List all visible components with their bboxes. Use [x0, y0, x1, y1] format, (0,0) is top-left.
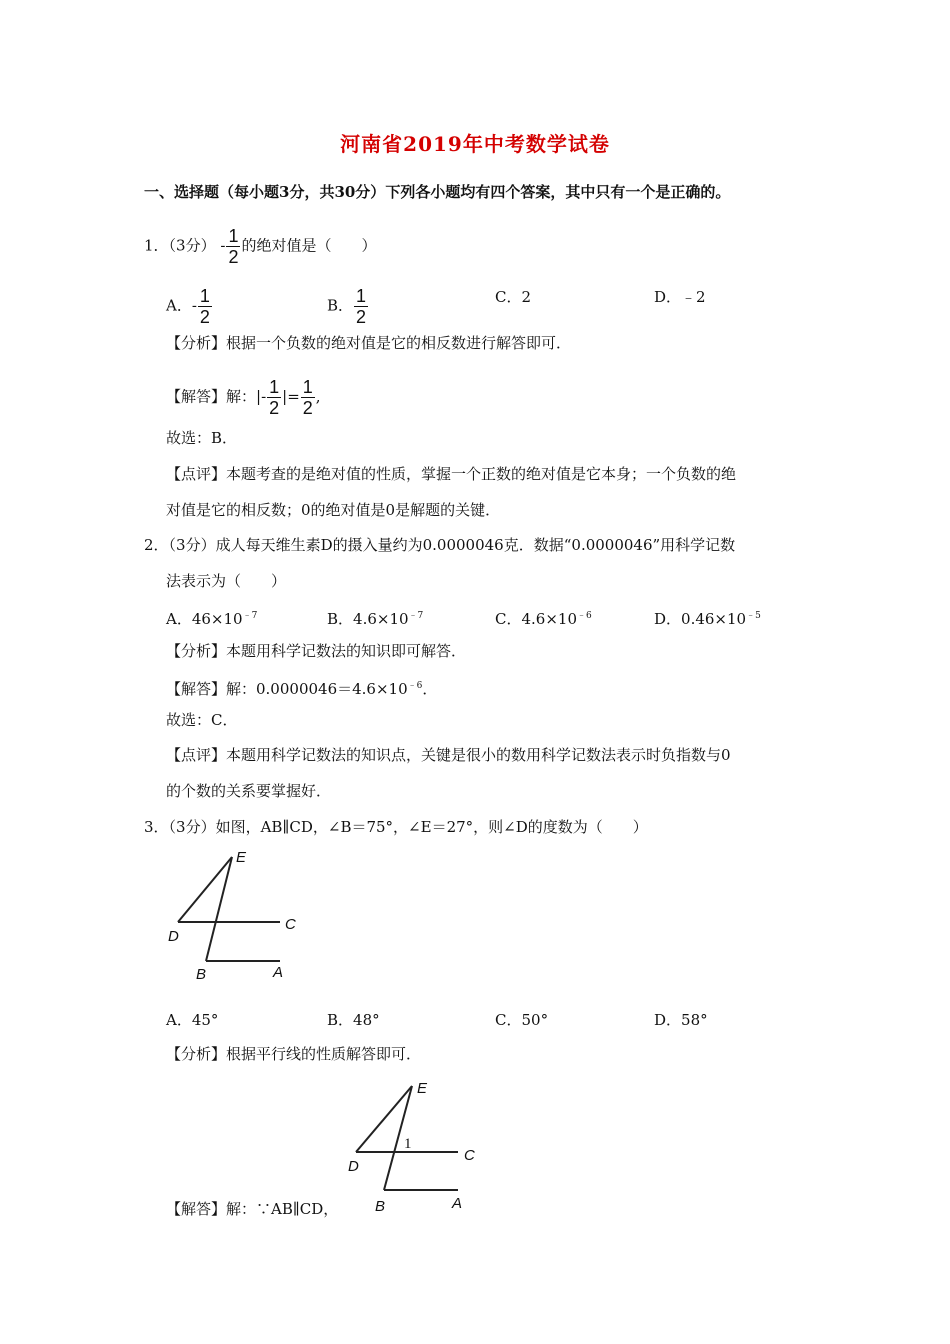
q2-option-c-base: C．4.6×10	[495, 610, 577, 628]
q1-fraction	[226, 227, 240, 266]
q1-choice: 故选：B．	[166, 429, 238, 447]
q3-answer: 【解答】解：∵AB∥CD，	[166, 1200, 339, 1218]
q1-answer-fraction-2	[301, 378, 315, 417]
label-B: B	[375, 1198, 386, 1215]
q1-option-a-fraction	[198, 287, 212, 326]
label-D: D	[348, 1158, 359, 1175]
label-A: A	[452, 1195, 463, 1212]
q2-choice: 故选：C．	[166, 711, 238, 729]
q1-option-a-label: A．-	[166, 296, 197, 315]
q1-option-b-fraction	[354, 287, 368, 326]
q3-figure-1	[160, 845, 320, 985]
q2-stem-line-1: 2．（3分）成人每天维生素D的摄入量约为0.0000046克．数据“0.0000046”用科学记数	[144, 536, 736, 554]
q2-option-a-base: A．46×10	[166, 610, 243, 628]
q1-answer-num-2: 1	[302, 377, 313, 397]
q2-option-a-exp: ﹣7	[242, 611, 258, 621]
label-E: E	[236, 849, 247, 866]
q2-comment-line-2: 的个数的关系要掌握好．	[166, 782, 332, 800]
q1-frac-num: 1	[228, 226, 239, 246]
q1-option-d: D．﹣2	[654, 288, 706, 306]
q2-comment-line-1: 【点评】本题用科学记数法的知识点，关键是很小的数用科学记数法表示时负指数与0	[166, 746, 731, 764]
q1-option-b	[327, 287, 369, 326]
q1-option-a-den: 2	[199, 307, 210, 327]
q3-figure-2	[340, 1072, 500, 1217]
q2-analysis: 【分析】本题用科学记数法的知识即可解答．	[166, 642, 467, 660]
q2-option-b-exp: ﹣7	[408, 611, 424, 621]
q1-frac-den: 2	[228, 247, 239, 267]
q2-option-c-exp: ﹣6	[577, 611, 592, 621]
q3-option-c: C．50°	[495, 1011, 549, 1029]
q2-answer-exp: ﹣6	[407, 681, 423, 691]
q3-option-d: D．58°	[654, 1011, 708, 1029]
q1-stem	[144, 227, 376, 266]
q2-option-d-base: D．0.46×10	[654, 610, 747, 628]
label-C: C	[285, 916, 296, 933]
q1-number: 1．（3分）	[144, 236, 216, 255]
q2-option-b	[327, 606, 423, 629]
q2-answer	[166, 676, 437, 699]
q2-option-c	[495, 606, 592, 629]
q3-option-b: B．48°	[327, 1011, 380, 1029]
q3-stem: 3．（3分）如图，AB∥CD，∠B＝75°，∠E＝27°，则∠D的度数为（ ）	[144, 818, 648, 836]
q2-option-b-base: B．4.6×10	[327, 610, 409, 628]
q1-minus: -	[220, 236, 226, 255]
q1-answer-abs-open: |-	[256, 387, 267, 406]
q1-answer-den-2: 2	[302, 398, 313, 418]
q1-comment-line-2: 对值是它的相反数；0的绝对值是0是解题的关键．	[166, 501, 501, 519]
q1-answer-num-1: 1	[269, 377, 280, 397]
label-E: E	[417, 1080, 428, 1097]
q2-option-d	[654, 606, 761, 629]
q2-option-d-exp: ﹣5	[746, 611, 761, 621]
q1-option-a	[166, 287, 213, 326]
q2-answer-base: 【解答】解：0.0000046＝4.6×10	[166, 680, 408, 698]
label-C: C	[464, 1147, 475, 1164]
q2-answer-end: ．	[422, 680, 438, 698]
q2-stem-line-2: 法表示为（ ）	[166, 572, 287, 590]
q1-stem-tail: 的绝对值是（ ）	[241, 236, 377, 255]
q1-analysis: 【分析】根据一个负数的绝对值是它的相反数进行解答即可．	[166, 334, 572, 352]
label-B: B	[196, 966, 207, 983]
q1-option-b-num: 1	[356, 286, 367, 306]
q1-answer-fraction-1	[267, 378, 281, 417]
q1-answer	[166, 378, 321, 417]
q1-answer-den-1: 2	[269, 398, 280, 418]
label-angle-1: 1	[404, 1136, 412, 1152]
label-D: D	[168, 928, 179, 945]
q1-answer-end: ,	[315, 387, 321, 406]
q2-option-a	[166, 606, 257, 629]
q1-option-c: C．2	[495, 288, 532, 306]
q3-analysis: 【分析】根据平行线的性质解答即可．	[166, 1045, 422, 1063]
q3-option-a: A．45°	[166, 1011, 219, 1029]
q1-option-a-num: 1	[199, 286, 210, 306]
section-heading: 一、选择题（每小题3分，共30分）下列各小题均有四个答案，其中只有一个是正确的。	[144, 183, 731, 201]
q1-comment-line-1: 【点评】本题考查的是绝对值的性质，掌握一个正数的绝对值是它本身；一个负数的绝	[166, 465, 737, 483]
q1-answer-abs-close: |=	[282, 387, 300, 406]
label-A: A	[273, 964, 284, 981]
q1-option-b-label: B．	[327, 296, 354, 315]
q1-option-b-den: 2	[356, 307, 367, 327]
q1-answer-prefix: 【解答】解：	[166, 387, 257, 406]
page-title: 河南省2019年中考数学试卷	[340, 132, 610, 156]
